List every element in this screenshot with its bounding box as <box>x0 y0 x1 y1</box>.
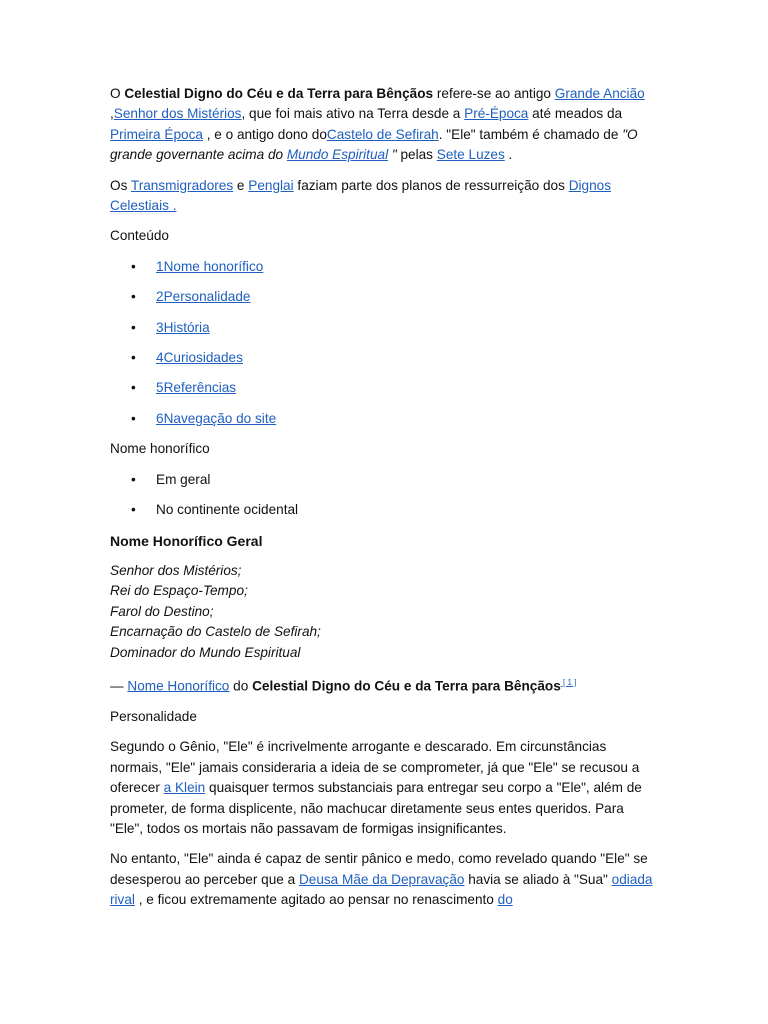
tab-continente-ocidental[interactable] <box>110 500 660 520</box>
toc-item[interactable] <box>110 348 660 368</box>
text: pelas <box>396 147 437 163</box>
text: quaisquer termos substanciais para entregar seu corpo a "Ele", além de prometer, de forma displicente, não machucar diretamente seus entes queridos. Para "Ele", todos os mortais não passavam de formigas insignificantes. <box>110 780 642 836</box>
text: O <box>110 86 125 101</box>
honorific-line: Farol do Destino; <box>110 603 214 619</box>
link-pre-epoca[interactable]: Pré-Época <box>464 106 529 122</box>
personality-paragraph-1 <box>110 737 660 839</box>
bullet-icon: • <box>131 380 136 396</box>
text: . <box>504 147 513 163</box>
quote-text: "O grande governante acima do <box>110 126 638 163</box>
bullet-icon: • <box>131 289 136 305</box>
link-mundo-espiritual[interactable]: Mundo Espiritual <box>286 147 389 163</box>
reference-link[interactable]: [ 1 ] <box>560 677 577 687</box>
text: havia se aliado à "Sua" <box>464 871 612 887</box>
text: , <box>110 106 114 122</box>
section-title-honorific: Nome honorífico <box>110 441 210 457</box>
bullet-icon: • <box>131 258 136 274</box>
link-primeira-epoca[interactable]: Primeira Época <box>110 126 203 142</box>
toc-link-curiosidades[interactable]: 4Curiosidades <box>156 350 243 366</box>
text: Os <box>110 177 131 193</box>
bullet-icon: • <box>131 319 136 335</box>
link-grande-anciao[interactable]: Grande Ancião <box>554 86 645 101</box>
link-senhor-dos-misterios[interactable]: Senhor dos Mistérios <box>113 106 242 122</box>
link-odiada-rival[interactable]: odiada rival <box>110 871 653 908</box>
toc-link-historia[interactable]: 3História <box>156 319 210 335</box>
text: faziam parte dos planos de ressurreição dos <box>293 177 569 193</box>
toc-title: Conteúdo <box>110 228 169 244</box>
honorific-heading: Nome Honorífico Geral <box>110 532 263 549</box>
toc-item[interactable] <box>110 318 660 338</box>
link-castelo-de-sefirah[interactable]: Castelo de Sefirah <box>326 126 439 142</box>
toc-item[interactable] <box>110 287 660 307</box>
toc-link-nome-honorifico[interactable]: 1Nome honorífico <box>156 258 264 274</box>
link-penglai[interactable]: Penglai <box>248 177 294 193</box>
honorific-line: Encarnação do Castelo de Sefirah; <box>110 624 321 640</box>
link-sete-luzes[interactable]: Sete Luzes <box>436 147 505 163</box>
honorific-attribution <box>110 673 660 697</box>
toc-item[interactable] <box>110 378 660 398</box>
toc-item[interactable] <box>110 257 660 277</box>
link-do[interactable]: do <box>497 892 513 908</box>
honorific-line: Dominador do Mundo Espiritual <box>110 644 301 660</box>
article-subject: Celestial Digno do Céu e da Terra para Bênçãos <box>124 86 434 101</box>
text: Segundo o Gênio, "Ele" é incrivelmente arrogante e descarado. Em circunstâncias normais, "Ele" jamais consideraria a ideia de se comprometer, já que "Ele" se recusou a oferecer <box>110 739 640 796</box>
bullet-icon: • <box>131 350 136 366</box>
tab-em-geral[interactable] <box>110 470 660 490</box>
section-title-personality: Personalidade <box>110 708 197 724</box>
intro-paragraph-1 <box>110 84 660 166</box>
text: refere-se ao antigo <box>433 86 555 101</box>
link-transmigradores[interactable]: Transmigradores <box>130 177 234 193</box>
link-deusa-mae-da-depravacao[interactable]: Deusa Mãe da Depravação <box>298 871 465 887</box>
toc-link-navegacao[interactable]: 6Navegação do site <box>156 410 277 426</box>
quote-text: " <box>388 147 397 163</box>
text: No entanto, "Ele" ainda é capaz de sentir pânico e medo, como revelado quando "Ele" se desesperou ao perceber que a <box>110 851 648 887</box>
link-a-klein[interactable]: a Klein <box>163 780 206 796</box>
bullet-icon: • <box>131 502 136 518</box>
tab-label: Em geral <box>156 471 211 487</box>
toc-list <box>110 257 660 429</box>
honorific-line: Senhor dos Mistérios; <box>110 562 242 578</box>
honorific-line: Rei do Espaço-Tempo; <box>110 583 248 599</box>
tab-label: No continente ocidental <box>156 502 299 518</box>
honorific-tabs <box>110 470 660 521</box>
bullet-icon: • <box>131 410 136 426</box>
dash: — <box>110 678 128 694</box>
text: e <box>233 177 249 193</box>
honorific-lines <box>110 561 660 663</box>
toc-link-personalidade[interactable]: 2Personalidade <box>156 289 251 305</box>
toc-item[interactable] <box>110 409 660 429</box>
text: , que foi mais ativo na Terra desde a <box>241 106 465 122</box>
attribution-subject: Celestial Digno do Céu e da Terra para Bênçãos <box>252 678 561 694</box>
toc-link-referencias[interactable]: 5Referências <box>156 380 237 396</box>
text: até meados da <box>528 106 623 122</box>
bullet-icon: • <box>131 471 136 487</box>
intro-paragraph-2 <box>110 176 660 217</box>
text: . "Ele" também é chamado de <box>438 126 623 142</box>
link-nome-honorifico[interactable]: Nome Honorífico <box>127 678 230 694</box>
text: do <box>229 678 253 694</box>
link-dignos-celestiais[interactable]: Dignos Celestiais . <box>110 177 612 214</box>
personality-paragraph-2 <box>110 849 660 910</box>
text: , e ficou extremamente agitado ao pensar no renascimento <box>134 892 498 908</box>
text: , e o antigo dono do <box>202 126 327 142</box>
article-body <box>110 84 660 921</box>
